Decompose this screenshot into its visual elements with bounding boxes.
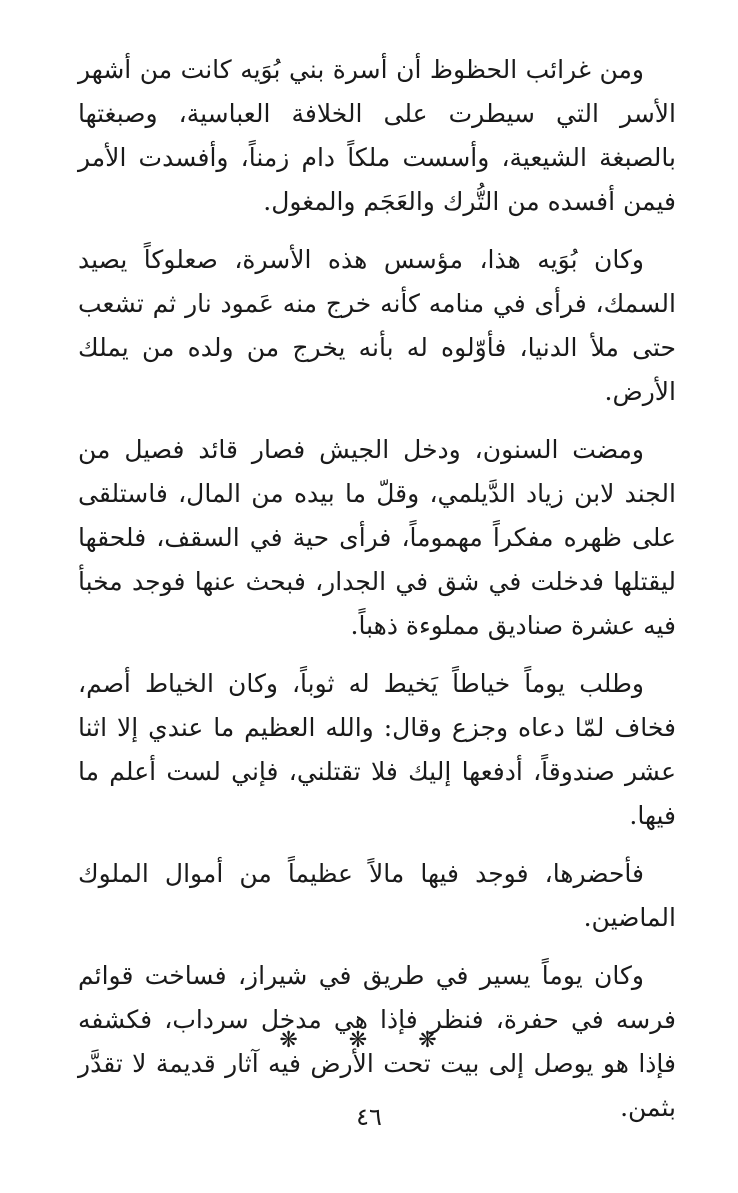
- paragraph: وكان يوماً يسير في طريق في شيراز، فساخت قوائم فرسه في حفرة، فنظر فإذا هي مدخل سرداب، فكشفه فإذا هو يوصل إلى بيت تحت الأرض فيه آثار قديمة لا تقدَّر بثمن.: [78, 961, 676, 1122]
- page-number: ٤٦: [356, 1103, 382, 1131]
- paragraph: ومضت السنون، ودخل الجيش فصار قائد فصيل من الجند لابن زياد الدَّيلمي، وقلّ ما بيده من المال، فاستلقى على ظهره مفكراً مهموماً، فرأى حية في السقف، فلحقها ليقتلها فدخلت في شق في الجدار، فبحث عنها فوجد مخبأ فيه عشرة صناديق مملوءة ذهباً.: [78, 435, 676, 640]
- page-body: [78, 48, 676, 1130]
- section-separator: ❋ ❋ ❋: [279, 1028, 459, 1053]
- paragraph: ومن غرائب الحظوظ أن أسرة بني بُوَيه كانت من أشهر الأسر التي سيطرت على الخلافة العباسية، وصبغتها بالصبغة الشيعية، وأسست ملكاً دام زمناً، وأفسدت الأمر فيمن أفسده من التُّرك والعَجَم والمغول.: [78, 55, 676, 216]
- paragraph: وكان بُوَيه هذا، مؤسس هذه الأسرة، صعلوكاً يصيد السمك، فرأى في منامه كأنه خرج منه عَمود نار ثم تشعب حتى ملأ الدنيا، فأوّلوه له بأنه يخرج من ولده من يملك الأرض.: [78, 245, 676, 406]
- paragraph: وطلب يوماً خياطاً يَخيط له ثوباً، وكان الخياط أصم، فخاف لمّا دعاه وجزع وقال: والله العظيم ما عندي إلا اثنا عشر صندوقاً، أدفعها إليك فلا تقتلني، فإني لست أعلم ما فيها.: [78, 669, 676, 830]
- paragraph: فأحضرها، فوجد فيها مالاً عظيماً من أموال الملوك الماضين.: [78, 859, 676, 932]
